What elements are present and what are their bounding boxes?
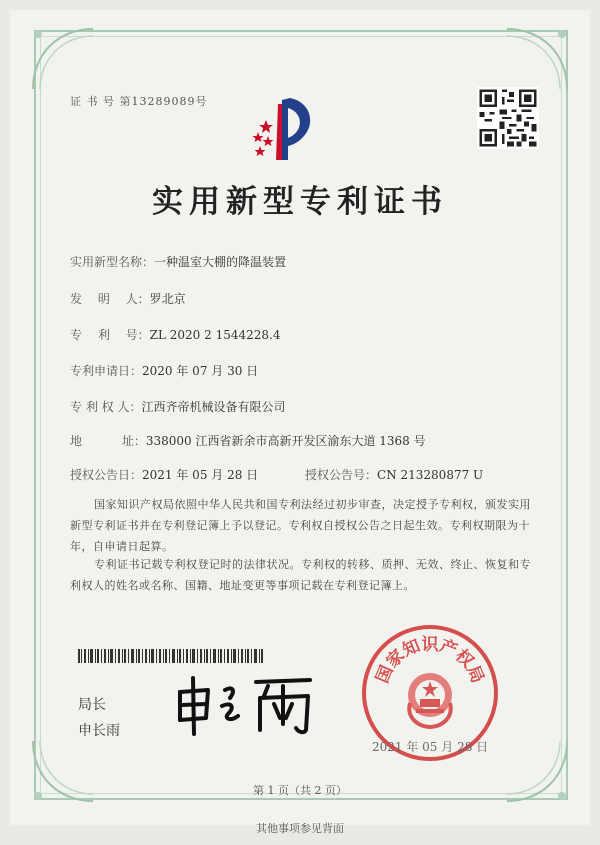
certificate-title: 实用新型专利证书 <box>152 184 448 220</box>
field-label: 授权公告日： <box>70 468 143 482</box>
field-label: 专利申请日： <box>70 364 143 378</box>
signatory-name: 申长雨 <box>78 723 120 739</box>
field-label: 发 明 人： <box>70 292 150 306</box>
cnipa-logo-icon <box>252 90 322 165</box>
footer-note: 其他事项参见背面 <box>256 822 344 835</box>
field-inventor <box>70 290 186 307</box>
seal-date: 2021 年 05 月 28 日 <box>372 740 489 754</box>
field-patentee <box>70 398 285 415</box>
field-label: 专 利 号： <box>70 328 150 342</box>
field-label: 地 址： <box>70 434 146 448</box>
field-value: ZL 2020 2 1544228.4 <box>149 328 281 342</box>
field-value: 江西齐帝机械设备有限公司 <box>141 400 286 414</box>
field-value: 一种温室大棚的降温装置 <box>154 255 287 269</box>
signatory-title: 局长 <box>78 697 106 713</box>
field-label: 授权公告号： <box>305 468 378 482</box>
paragraph-legal-status: 专利证书记载专利权登记时的法律状况。专利权的转移、质押、无效、终止、恢复和专利权人的姓名或名称、国籍、地址变更等事项记载在专利登记簿上。 <box>70 558 531 592</box>
signature-image <box>170 672 320 738</box>
seal-text: 国家知识产权局 <box>372 634 488 687</box>
qr-code <box>477 87 539 149</box>
field-label: 实用新型名称： <box>70 255 155 269</box>
field-label: 专 利 权 人： <box>70 400 142 414</box>
field-utility-model-name <box>70 253 286 270</box>
certificate-number: 证 书 号 第13289089号 <box>70 95 208 108</box>
paragraph-grant-statement: 国家知识产权局依照中华人民共和国专利法经过初步审查，决定授予专利权，颁发实用新型专利证书并在专利登记簿上予以登记。专利权自授权公告之日起生效。专利权期限为十年，自申请日起算。 <box>70 498 531 553</box>
field-address <box>70 432 426 449</box>
field-grant-number <box>305 466 483 483</box>
field-value: 罗北京 <box>149 292 186 306</box>
field-value: 338000 江西省新余市高新开发区渝东大道 1368 号 <box>145 434 426 448</box>
field-value: 2020 年 07 月 30 日 <box>142 364 259 378</box>
field-value: CN 213280877 U <box>377 468 484 482</box>
field-grant-date <box>70 466 258 483</box>
field-application-date <box>70 362 258 379</box>
page-number: 第 1 页（共 2 页） <box>253 784 347 797</box>
field-value: 2021 年 05 月 28 日 <box>142 468 259 482</box>
corner-ornament-icon <box>28 24 98 94</box>
barcode <box>78 649 263 663</box>
field-patent-number <box>70 326 280 343</box>
corner-ornament-icon <box>502 24 572 94</box>
